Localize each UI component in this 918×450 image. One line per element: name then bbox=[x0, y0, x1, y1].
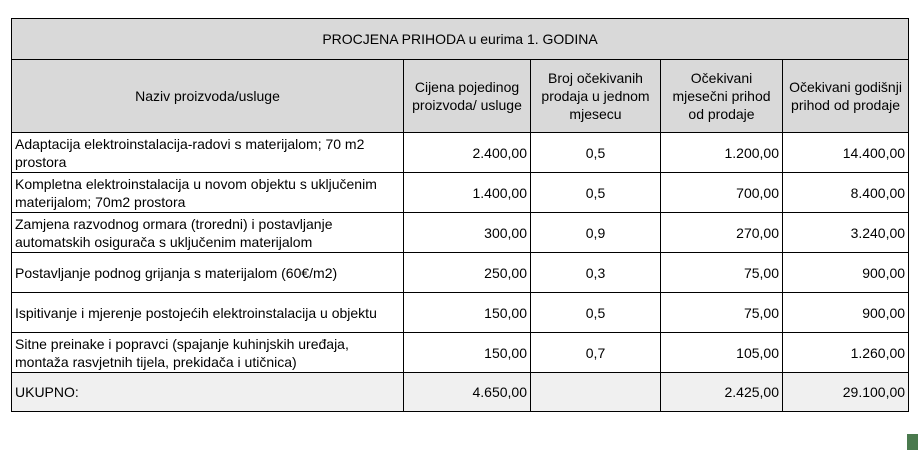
header-name: Naziv proizvoda/usluge bbox=[12, 60, 404, 133]
cell-name: Sitne preinake i popravci (spajanje kuhinjskih uređaja, montaža rasvjetnih tijela, prekidača i utičnica) bbox=[12, 333, 404, 373]
cell-price: 150,00 bbox=[404, 333, 531, 373]
table-title: PROCJENA PRIHODA u eurima 1. GODINA bbox=[12, 19, 909, 60]
cell-monthly: 270,00 bbox=[661, 213, 783, 253]
cell-yearly: 1.260,00 bbox=[783, 333, 909, 373]
cell-name: Zamjena razvodnog ormara (troredni) i postavljanje automatskih osigurača s uključenim materijalom bbox=[12, 213, 404, 253]
header-yearly: Očekivani godišnji prihod od prodaje bbox=[783, 60, 909, 133]
cell-yearly: 900,00 bbox=[783, 293, 909, 333]
cell-price: 2.400,00 bbox=[404, 133, 531, 173]
cell-qty: 0,7 bbox=[531, 333, 661, 373]
table-row bbox=[12, 133, 909, 173]
table-row bbox=[12, 333, 909, 373]
cell-monthly: 75,00 bbox=[661, 293, 783, 333]
total-qty bbox=[531, 373, 661, 412]
cell-qty: 0,9 bbox=[531, 213, 661, 253]
cell-price: 250,00 bbox=[404, 253, 531, 293]
header-monthly: Očekivani mjesečni prihod od prodaje bbox=[661, 60, 783, 133]
cell-monthly: 700,00 bbox=[661, 173, 783, 213]
cell-qty: 0,5 bbox=[531, 173, 661, 213]
table-row bbox=[12, 213, 909, 253]
header-qty: Broj očekivanih prodaja u jednom mjesecu bbox=[531, 60, 661, 133]
revenue-estimate-table bbox=[11, 18, 909, 412]
table-title-row bbox=[12, 19, 909, 60]
total-yearly: 29.100,00 bbox=[783, 373, 909, 412]
cell-qty: 0,3 bbox=[531, 253, 661, 293]
cell-monthly: 105,00 bbox=[661, 333, 783, 373]
cell-yearly: 3.240,00 bbox=[783, 213, 909, 253]
cell-yearly: 14.400,00 bbox=[783, 133, 909, 173]
total-price: 4.650,00 bbox=[404, 373, 531, 412]
cell-name: Postavljanje podnog grijanja s materijalom (60€/m2) bbox=[12, 253, 404, 293]
cell-monthly: 75,00 bbox=[661, 253, 783, 293]
cell-name: Kompletna elektroinstalacija u novom objektu s uključenim materijalom; 70m2 prostora bbox=[12, 173, 404, 213]
cell-price: 300,00 bbox=[404, 213, 531, 253]
total-monthly: 2.425,00 bbox=[661, 373, 783, 412]
cell-qty: 0,5 bbox=[531, 293, 661, 333]
table-row bbox=[12, 253, 909, 293]
cell-price: 1.400,00 bbox=[404, 173, 531, 213]
cell-price: 150,00 bbox=[404, 293, 531, 333]
table-row bbox=[12, 293, 909, 333]
cell-yearly: 900,00 bbox=[783, 253, 909, 293]
total-row bbox=[12, 373, 909, 412]
cell-name: Ispitivanje i mjerenje postojećih elektroinstalacija u objektu bbox=[12, 293, 404, 333]
table-row bbox=[12, 173, 909, 213]
cell-yearly: 8.400,00 bbox=[783, 173, 909, 213]
header-price: Cijena pojedinog proizvoda/ usluge bbox=[404, 60, 531, 133]
cell-monthly: 1.200,00 bbox=[661, 133, 783, 173]
corner-marker-square bbox=[907, 434, 918, 450]
cell-qty: 0,5 bbox=[531, 133, 661, 173]
column-header-row bbox=[12, 60, 909, 133]
cell-name: Adaptacija elektroinstalacija-radovi s materijalom; 70 m2 prostora bbox=[12, 133, 404, 173]
total-label: UKUPNO: bbox=[12, 373, 404, 412]
